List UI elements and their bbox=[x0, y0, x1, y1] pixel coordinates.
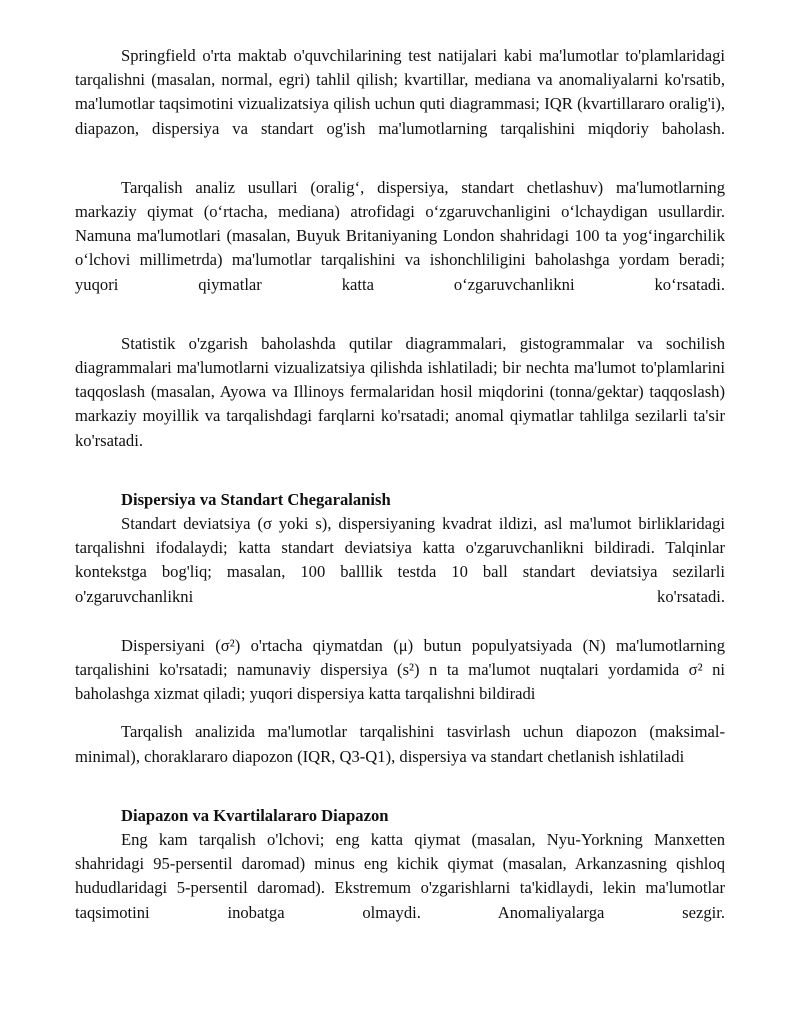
paragraph-spacer bbox=[75, 141, 725, 176]
paragraph-spread-measures: Tarqalish analizida ma'lumotlar tarqalishini tasvirlash uchun diapozon (maksimal-minimal), choraklararo diapozon (IQR, Q3-Q1), dispersiya va standart chetlanish ishlatiladi bbox=[75, 722, 725, 766]
paragraph-spacer bbox=[75, 297, 725, 332]
paragraph-spacer bbox=[75, 609, 725, 634]
paragraph-spacer bbox=[75, 706, 725, 720]
paragraph-dispersion-methods: Tarqalish analiz usullari (oralig‘, dispersiya, standart chetlashuv) ma'lumotlarning markaziy qiymat (o‘rtacha, mediana) atrofidagi o‘zgaruvchanligini o‘lchaydigan usullardir. Namuna ma'lumotlari (masalan, Buyuk Britaniyaning London shahridagi 100 ta yog‘ingarchilik o‘lchovi millimetrda) ma'lumotlar tarqalishini va ishonchliligini baholashga yordam beradi; yuqori qiymatlar katta o‘zgaruvchanlikni ko‘rsatadi. bbox=[75, 177, 725, 294]
paragraph-statistical-visualization: Statistik o'zgarish baholashda qutilar diagrammalari, gistogrammalar va sochilish diagrammalari ma'lumotlarni vizualizatsiya qilishda ishlatiladi; bir nechta ma'lumot to'plamlarini taqqoslash (masalan, Ayowa va Illinoys fermalaridan hosil miqdorini (tonna/gektar) taqqoslash) markaziy moyillik va tarqalishdagi farqlarni ko'rsatadi; anomal qiymatlar tahlilga sezilarli ta'sir ko'rsatadi. bbox=[75, 333, 725, 450]
paragraph-spacer bbox=[75, 769, 725, 804]
paragraph-range: Eng kam tarqalish o'lchovi; eng katta qiymat (masalan, Nyu-Yorkning Manxetten shahridagi 95-persentil daromad) minus eng kichik qiymat (masalan, Arkanzasning qishloq hududlaridagi 5-persentil daromad). Ekstremum o'zgarishlarni ta'kidlaydi, lekin ma'lumotlar taqsimotini inobatga olmaydi. Anomaliyalarga sezgir. bbox=[75, 830, 725, 922]
paragraph-spacer bbox=[75, 453, 725, 488]
document-page bbox=[75, 44, 725, 925]
section-heading-range-iqr: Diapazon va Kvartilalararo Diapazon bbox=[121, 805, 389, 825]
paragraph-spread-analysis-intro: Springfield o'rta maktab o'quvchilarining test natijalari kabi ma'lumotlar to'plamlaridagi tarqalishni (masalan, normal, egri) tahlil qilish; kvartillar, mediana va anomaliyalarni ko'rsatib, ma'lumotlar taqsimotini vizualizatsiya qilish uchun quti diagrammasi; IQR (kvartillararo oralig'i), diapazon, dispersiya va standart og'ish ma'lumotlarning tarqalishini miqdoriy baholash. bbox=[75, 46, 725, 138]
section-heading-variance-std: Dispersiya va Standart Chegaralanish bbox=[121, 489, 391, 509]
paragraph-variance: Dispersiyani (σ²) o'rtacha qiymatdan (μ) butun populyatsiyada (N) ma'lumotlarning tarqalishini ko'rsatadi; namunaviy dispersiya (s²) n ta ma'lumot nuqtalari yordamida σ² ni baholashga xizmat qiladi; yuqori dispersiya katta tarqalishni bildiradi bbox=[75, 635, 725, 704]
paragraph-standard-deviation: Standart deviatsiya (σ yoki s), dispersiyaning kvadrat ildizi, asl ma'lumot birliklaridagi tarqalishni ifodalaydi; katta standart deviatsiya katta o'zgaruvchanlikni bildiradi. Talqinlar kontekstga bog'liq; masalan, 100 balllik testda 10 ball standart deviatsiya sezilarli o'zgaruvchanlikni ko'rsatadi. bbox=[75, 514, 725, 606]
